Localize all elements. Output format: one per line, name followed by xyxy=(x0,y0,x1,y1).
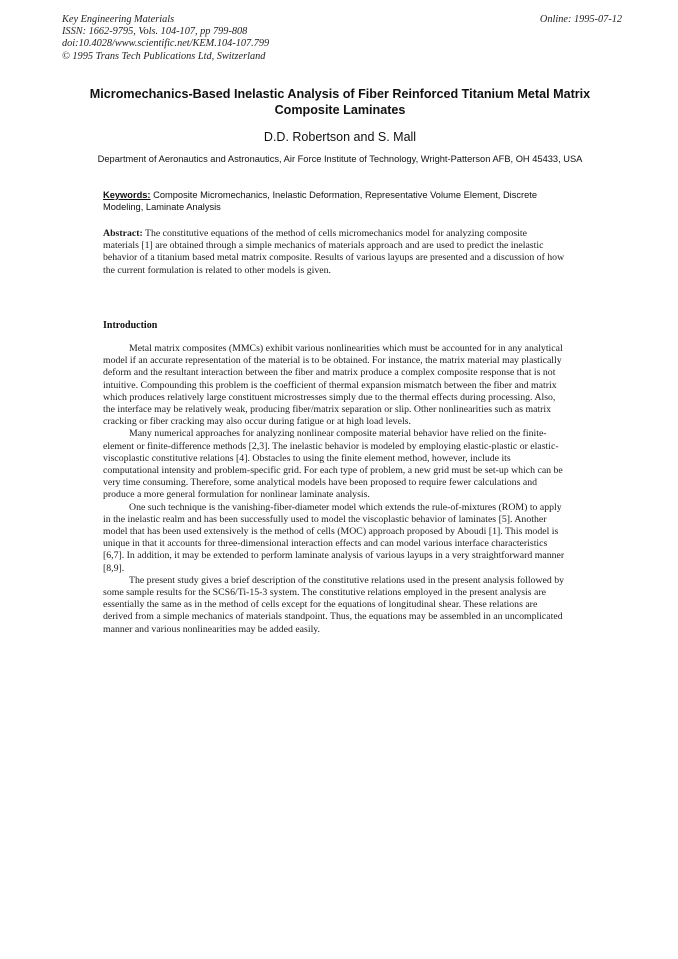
copyright-line: © 1995 Trans Tech Publications Ltd, Switzerland xyxy=(62,50,266,62)
journal-name: Key Engineering Materials xyxy=(62,14,175,25)
keywords-label: Keywords: xyxy=(103,190,151,200)
abstract-text: The constitutive equations of the method of cells micromechanics model for analyzing composite materials [1] are obtained through a simple mechanics of materials approach and are used to predict the inelastic behavior of a titanium based metal matrix composite. Results of various layups are presented and a discussion of how the current formulation is related to other models is given. xyxy=(103,228,565,276)
authors: D.D. Robertson and S. Mall xyxy=(263,130,417,144)
section-heading-introduction: Introduction xyxy=(103,320,158,331)
paragraph: One such technique is the vanishing-fiber-diameter model which extends the rule-of-mixtures (ROM) to apply in the inelastic realm and has been successfully used to model the viscoplastic behavior of laminates [5]. Another model that has been used extensively is the method of cells (MOC) approach proposed by Aboudi [1]. This model is unique in that it accounts for three-dimensional interaction effects and can model various interface characteristics [6,7]. In addition, it may be extended to perform laminate analysis of various layups in a very straightforward manner [8,9]. xyxy=(103,501,565,574)
journal-header xyxy=(62,14,622,63)
abstract-label: Abstract: xyxy=(103,228,143,239)
affiliation: Department of Aeronautics and Astronautics, Air Force Institute of Technology, Wright-Patterson AFB, OH 45433, USA xyxy=(97,154,583,164)
paper-title: Micromechanics-Based Inelastic Analysis of Fiber Reinforced Titanium Metal Matrix Composite Laminates xyxy=(89,87,591,117)
abstract xyxy=(103,228,565,277)
paragraph: The present study gives a brief description of the constitutive relations used in the present analysis followed by some sample results for the SCS6/Ti-15-3 system. The constitutive relations employed in the present analysis are essentially the same as in the method of cells except for the equations of longitudinal shear. These relations are derived from a simple mechanics of materials standpoint. Thus, the equations may be assembled in an uncomplicated manner and various nonlinearities may be added easily. xyxy=(103,574,565,635)
doi-line: doi:10.4028/www.scientific.net/KEM.104-107.799 xyxy=(62,38,270,50)
keywords-text: Composite Micromechanics, Inelastic Deformation, Representative Volume Element, Discrete Modeling, Laminate Analysis xyxy=(103,190,538,213)
online-date: Online: 1995-07-12 xyxy=(539,14,622,25)
paragraph: Many numerical approaches for analyzing nonlinear composite material behavior have relied on the finite-element or finite-difference methods [2,3]. The inelastic behavior is modeled by employing elastic-plastic or elastic-viscoplastic constitutive relations [4]. Obstacles to using the finite element method, however, include its computational intensity and problem-specific grid. For each type of problem, a new grid must be set-up which can be very time consuming. Therefore, some analytical models have been proposed to require fewer calculations and produce a more general formulation for nonlinear laminate analysis. xyxy=(103,428,563,501)
introduction-body xyxy=(103,343,565,636)
paragraph: Metal matrix composites (MMCs) exhibit various nonlinearities which must be accounted for in any analytical model if an accurate representation of the material is to be obtained. For instance, the matrix material may plastically deform and the resultant interaction between the fiber and matrix produce a complex composite response that is not intuitive. Compounding this problem is the coefficient of thermal expansion mismatch between the fiber and matrix which produces relatively large constituent microstresses simply due to the thermal effects during processing. Also, the interface may be relatively weak, producing fiber/matrix separation or slip. Other nonlinearities such as matrix cracking or fiber cracking may also occur during fatigue or at high load levels. xyxy=(103,343,563,428)
keywords xyxy=(103,189,565,214)
issn-line: ISSN: 1662-9795, Vols. 104-107, pp 799-808 xyxy=(62,26,248,38)
